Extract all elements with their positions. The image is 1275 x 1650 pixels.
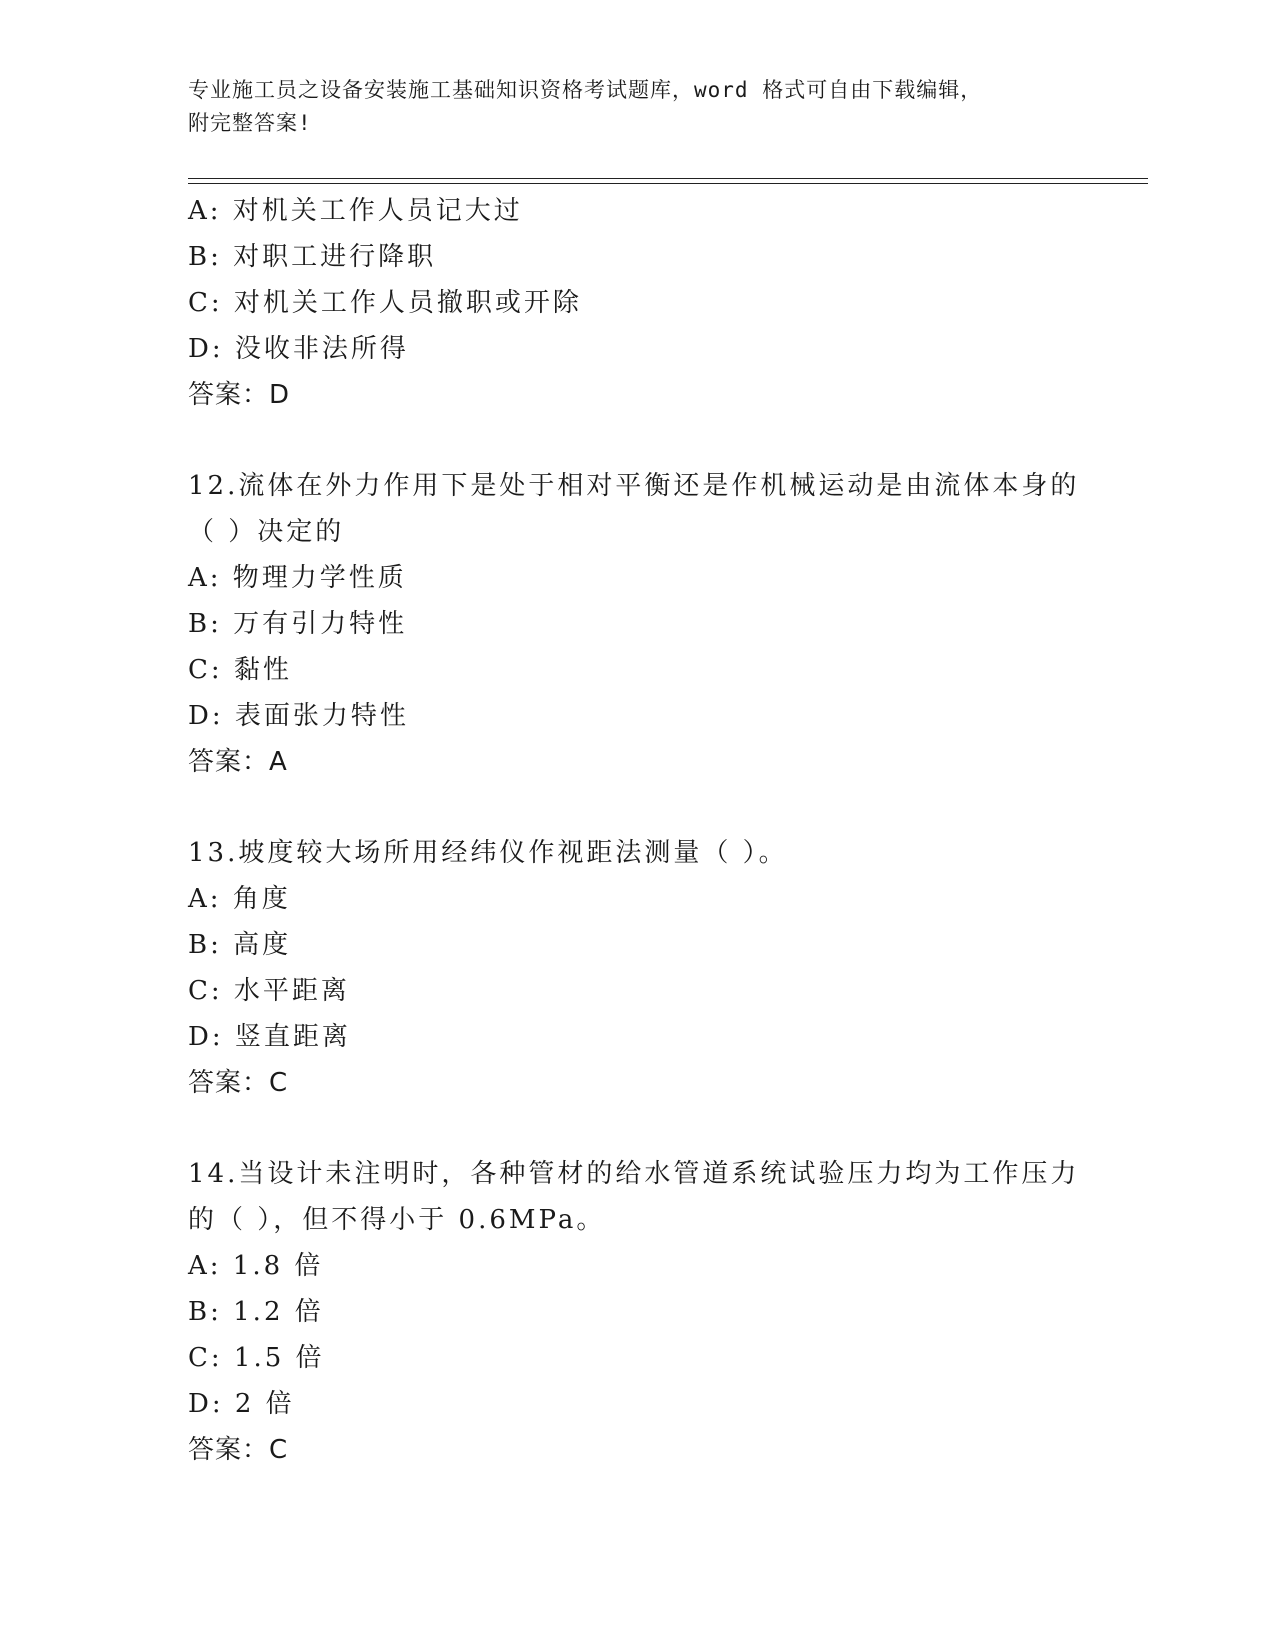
option-a: A: 角度 — [188, 884, 291, 914]
answer: 答案：D — [188, 380, 291, 410]
option-d: D: 2 倍 — [188, 1389, 295, 1419]
header-divider-top — [188, 178, 1148, 179]
question-13 — [188, 830, 1088, 1106]
header-line-2: 附完整答案! — [188, 111, 312, 135]
option-d: D: 竖直距离 — [188, 1022, 351, 1052]
question-stem-line-2: （ ）决定的 — [188, 517, 345, 547]
option-a: A: 物理力学性质 — [188, 563, 407, 593]
question-12 — [188, 463, 1088, 785]
document-header — [188, 74, 1088, 140]
option-a: A: 对机关工作人员记大过 — [188, 196, 523, 226]
option-c: C: 对机关工作人员撤职或开除 — [188, 288, 582, 318]
option-d: D: 没收非法所得 — [188, 334, 409, 364]
option-b: B: 高度 — [188, 930, 292, 960]
header-divider-bottom — [188, 183, 1148, 184]
question-stem-line-2: 的（ ），但不得小于 0.6MPa。 — [188, 1205, 606, 1235]
question-11 — [188, 188, 1088, 418]
answer: 答案：A — [188, 747, 288, 777]
option-d: D: 表面张力特性 — [188, 701, 409, 731]
answer: 答案：C — [188, 1068, 289, 1098]
option-b: B: 1.2 倍 — [188, 1297, 324, 1327]
answer: 答案：C — [188, 1435, 289, 1465]
option-a: A: 1.8 倍 — [188, 1251, 324, 1281]
option-c: C: 黏性 — [188, 655, 292, 685]
option-b: B: 对职工进行降职 — [188, 242, 437, 272]
option-c: C: 1.5 倍 — [188, 1343, 325, 1373]
question-list — [188, 188, 1088, 1473]
option-c: C: 水平距离 — [188, 976, 350, 1006]
option-b: B: 万有引力特性 — [188, 609, 408, 639]
header-line-1: 专业施工员之设备安装施工基础知识资格考试题库，word 格式可自由下载编辑， — [188, 78, 983, 102]
question-stem-line-1: 14.当设计未注明时，各种管材的给水管道系统试验压力均为工作压力 — [188, 1159, 1080, 1189]
question-stem-line-1: 13.坡度较大场所用经纬仪作视距法测量（ ）。 — [188, 838, 788, 868]
question-14 — [188, 1151, 1088, 1473]
question-stem-line-1: 12.流体在外力作用下是处于相对平衡还是作机械运动是由流体本身的 — [188, 471, 1080, 501]
